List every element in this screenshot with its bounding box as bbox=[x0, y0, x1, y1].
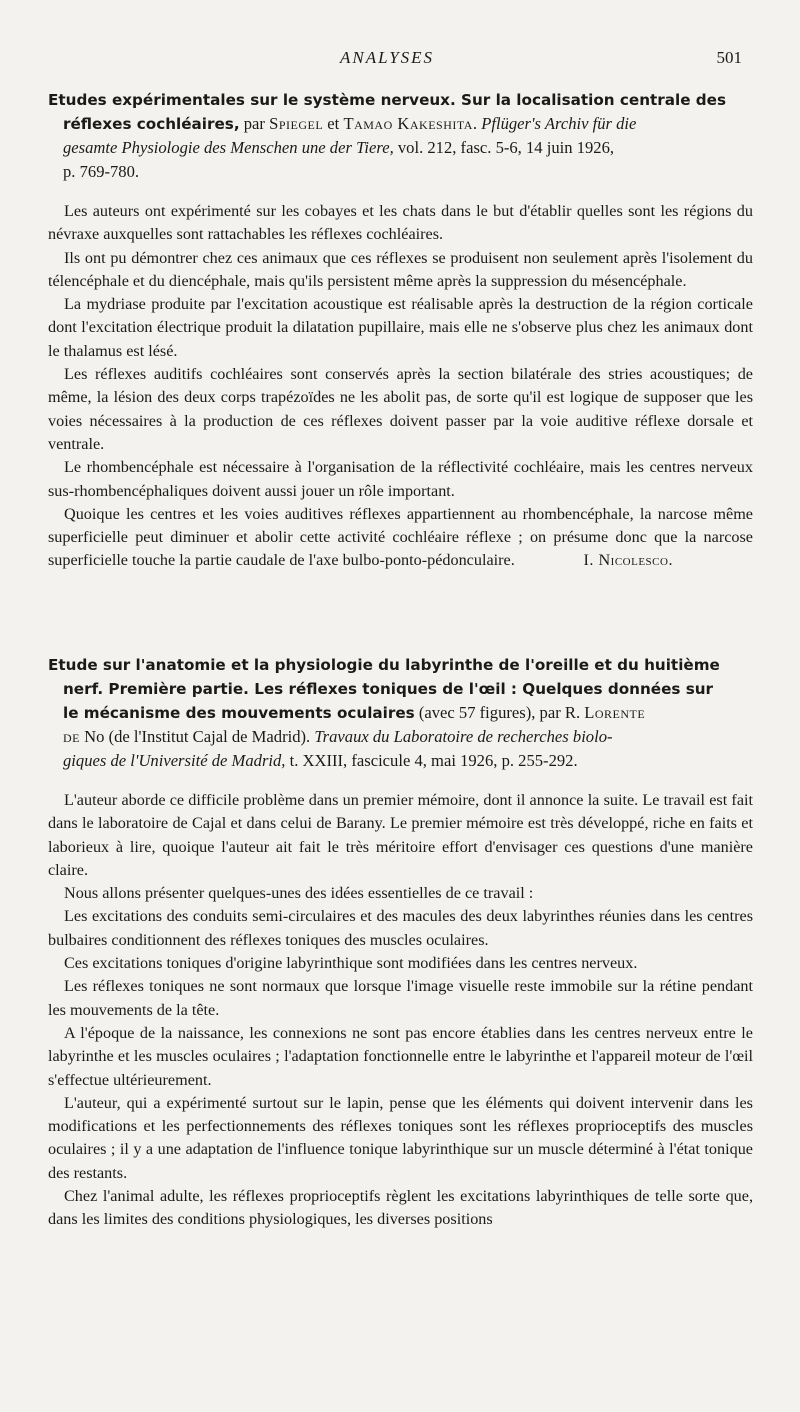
entry-1-body bbox=[48, 200, 753, 573]
citation-line bbox=[48, 112, 753, 136]
author-name: Spiegel bbox=[269, 114, 324, 133]
citation-line bbox=[48, 677, 753, 701]
entry-2-citation bbox=[48, 653, 753, 773]
citation-text: No (de l'Institut Cajal de Madrid). bbox=[80, 727, 315, 746]
citation-line bbox=[48, 88, 753, 112]
journal-name: gesamte Physiologie des Menschen une der Tiere, bbox=[63, 138, 394, 157]
paragraph: Ces excitations toniques d'origine labyrinthique sont modifiées dans les centres nerveux. bbox=[64, 954, 638, 973]
journal-name: Travaux du Laboratoire de recherches biolo- bbox=[314, 727, 613, 746]
paragraph: A l'époque de la naissance, les connexions ne sont pas encore établies dans les centres nerveux entre le labyrinthe et les muscles oculaires ; l'adaptation fonctionnelle entre le labyrinthe et l'appareil moteur de l'œil s'effectue ultérieurement. bbox=[48, 1023, 753, 1089]
author-name: Lorente bbox=[584, 703, 646, 722]
citation-text: (avec 57 figures), par R. bbox=[414, 703, 585, 722]
entry-2-body bbox=[48, 789, 753, 1232]
citation-text: t. XXIII, fascicule 4, mai 1926, p. 255-292. bbox=[285, 751, 578, 770]
citation-text: . bbox=[472, 114, 482, 133]
review-entry-2 bbox=[48, 653, 753, 1232]
citation-text: par bbox=[239, 114, 270, 133]
citation-line bbox=[48, 160, 753, 184]
author-name: de bbox=[63, 727, 80, 746]
running-head bbox=[0, 48, 800, 72]
paragraph-text: Quoique les centres et les voies auditives réflexes appartiennent au rhombencéphale, la narcose même superficielle peut diminuer et abolir cette activité cochléaire réflexe ; on présume donc que la narcose superficielle touche la partie caudale de l'axe bulbo-ponto-pédonculaire. bbox=[48, 504, 753, 570]
journal-name: Pflüger's Archiv für die bbox=[481, 114, 637, 133]
paragraph: Ils ont pu démontrer chez ces animaux que ces réflexes se produisent non seulement après l'isolement du télencéphale et du diencéphale, mais qu'ils persistent même après la suppression du mésencéphale. bbox=[48, 248, 753, 290]
reviewer-signature: I. Nicolesco. bbox=[583, 551, 673, 570]
citation-line bbox=[48, 749, 753, 773]
article-title: Etudes expérimentales sur le système nerveux. Sur la localisation centrale des bbox=[48, 91, 727, 109]
paragraph: Les excitations des conduits semi-circulaires et des macules des deux labyrinthes réunies dans les centres bulbaires conditionnent des réflexes toniques des muscles oculaires. bbox=[48, 907, 753, 949]
paragraph: L'auteur, qui a expérimenté surtout sur le lapin, pense que les éléments qui doivent intervenir dans les modifications et les perfectionnements des réflexes toniques sont les réflexes proprioceptifs des muscles oculaires ; il y a une adaptation de l'influence tonique labyrinthique sur un muscle déterminé à l'état tonique des restants. bbox=[48, 1093, 753, 1182]
article-title: le mécanisme des mouvements oculaires bbox=[63, 704, 415, 722]
article-title: nerf. Première partie. Les réflexes toniques de l'œil : Quelques données sur bbox=[63, 680, 714, 698]
citation-text: vol. 212, fasc. 5-6, 14 juin 1926, bbox=[393, 138, 615, 157]
paragraph: Chez l'animal adulte, les réflexes proprioceptifs règlent les excitations labyrinthiques de telle sorte que, dans les limites des conditions physiologiques, les diverses positions bbox=[48, 1187, 753, 1229]
paragraph: Les auteurs ont expérimenté sur les cobayes et les chats dans le but d'établir quelles sont les régions du névraxe auxquelles sont rattachables les réflexes cochléaires. bbox=[48, 202, 753, 244]
paragraph: Les réflexes auditifs cochléaires sont conservés après la section bilatérale des stries acoustiques; de même, la lésion des deux corps trapézoïdes ne les abolit pas, de sorte qu'il est logique de supposer que les voies nécessaires à la production de ces réflexes doivent passer par la voie auditive réflexe dorsale et ventrale. bbox=[48, 365, 753, 453]
paragraph: La mydriase produite par l'excitation acoustique est réalisable après la destruction de la région corticale dont l'excitation électrique produit la dilatation pupillaire, mais elle ne s'observe plus chez les animaux dont le thalamus est lésé. bbox=[48, 295, 753, 360]
paragraph: Nous allons présenter quelques-unes des idées essentielles de ce travail : bbox=[64, 884, 534, 903]
citation-line bbox=[48, 725, 753, 749]
article-title: réflexes cochléaires, bbox=[63, 115, 240, 133]
citation-line bbox=[48, 136, 753, 160]
page-number: 501 bbox=[716, 48, 742, 67]
paragraph: Les réflexes toniques ne sont normaux que lorsque l'image visuelle reste immobile sur la rétine pendant les mouvements de la tête. bbox=[48, 977, 753, 1019]
author-name: Tamao Kakeshita bbox=[343, 114, 473, 133]
paragraph: Le rhombencéphale est nécessaire à l'organisation de la réflectivité cochléaire, mais les centres nerveux sus-rhombencéphaliques doivent aussi jouer un rôle important. bbox=[48, 458, 753, 500]
review-entry-1 bbox=[48, 88, 753, 573]
entry-1-citation bbox=[48, 88, 753, 184]
paragraph: L'auteur aborde ce difficile problème dans un premier mémoire, dont il annonce la suite. Le travail est fait dans le laboratoire de Cajal et dans celui de Barany. Le premier mémoire est très développé, riche en faits et laborieux à lire, quoique l'auteur ait fait le très méritoire effort d'envisager ces questions d'une manière claire. bbox=[48, 791, 753, 879]
citation-line bbox=[48, 701, 753, 725]
citation-text: p. 769-780. bbox=[63, 162, 140, 181]
paragraph-with-signature bbox=[48, 503, 753, 573]
citation-text: et bbox=[323, 114, 344, 133]
running-head-title: ANALYSES bbox=[340, 48, 435, 67]
citation-line bbox=[48, 653, 753, 677]
article-title: Etude sur l'anatomie et la physiologie du labyrinthe de l'oreille et du huitième bbox=[48, 656, 720, 674]
journal-name: giques de l'Université de Madrid, bbox=[63, 751, 286, 770]
